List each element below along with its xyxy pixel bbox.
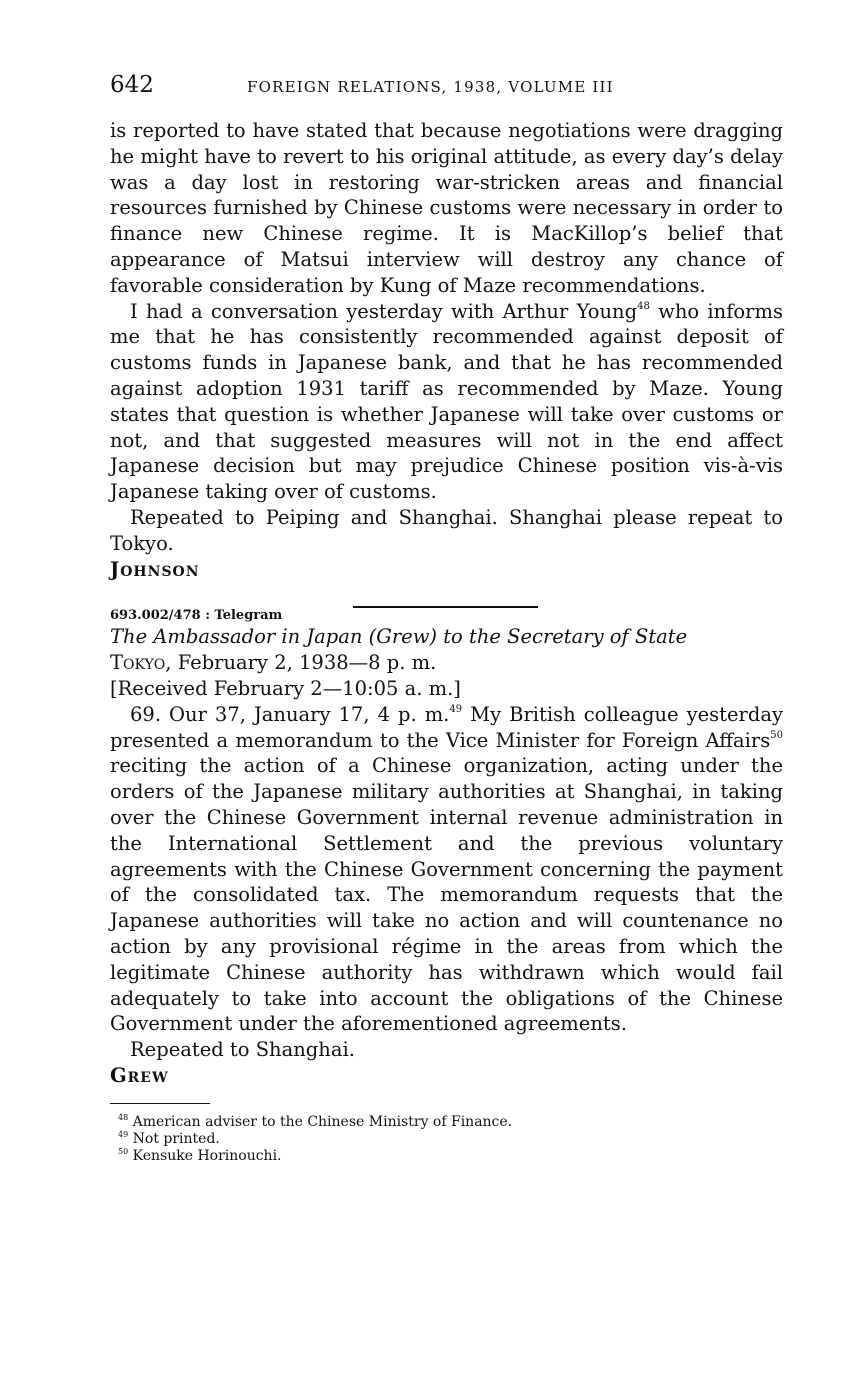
running-head: FOREIGN RELATIONS, 1938, VOLUME III xyxy=(247,78,614,96)
dateline xyxy=(110,650,783,676)
footnote-text: Kensuke Horinouchi. xyxy=(132,1147,282,1164)
page-header xyxy=(110,72,783,102)
dateline-place: Tokyo xyxy=(110,651,166,675)
paragraph-text: who informs me that he has consistently recommended against deposit of customs funds in Japanese bank, and that he has recommended against adoption 1931 tariff as recommended by Maze. Young states that question is whether Japanese will take over customs or not, and that suggested measures will not in the end affect Japanese decision but may prejudice Chinese position vis-à-vis Japanese taking over of customs. xyxy=(110,299,783,504)
page-body xyxy=(110,118,783,1165)
footnote xyxy=(110,1148,783,1165)
footnote xyxy=(110,1114,783,1131)
page-number: 642 xyxy=(110,72,154,98)
footnote-number: 50 xyxy=(118,1146,129,1156)
paragraph-text: My British colleague yesterday presented a memorandum to the Vice Minister for Foreign Affairs xyxy=(110,702,784,752)
paragraph-text: reciting the action of a Chinese organization, acting under the orders of the Japanese military authorities at Shanghai, in taking over the Chinese Government internal revenue administration in the International Settlement and the previous voluntary agreements with the Chinese Government concerning the payment of the consolidated tax. The memorandum requests that the Japanese authorities will take no action and will countenance no action by any provisional régime in the areas from which the legitimate Chinese authority has withdrawn which would fail adequately to take into account the obligations of the Chinese Government under the aforementioned agreements. xyxy=(110,754,783,1036)
footnote-ref: 49 xyxy=(449,703,463,715)
document-title: The Ambassador in Japan (Grew) to the Secretary of State xyxy=(110,625,688,649)
signature: Johnson xyxy=(110,557,200,581)
paragraph: is reported to have stated that because negotiations were dragging he might have to revert to his original attitude, as every day’s delay was a day lost in restoring war-stricken areas and financial resources furnished by Chinese customs were necessary in order to finance new Chinese regime. It is MacKillop’s belief that appearance of Matsui interview will destroy any chance of favorable consideration by Kung of Maze recommendations. xyxy=(110,119,783,297)
footnote-ref: 50 xyxy=(770,729,783,741)
footnote-number: 49 xyxy=(118,1129,129,1139)
paragraph xyxy=(110,702,783,1037)
footnote-text: American adviser to the Chinese Ministry of Finance. xyxy=(132,1113,513,1130)
paragraph-text: I had a conversation yesterday with Arthur Young xyxy=(130,299,638,323)
paragraph xyxy=(110,299,783,505)
paragraph: Repeated to Shanghai. xyxy=(130,1038,355,1062)
footnote-text: Not printed. xyxy=(132,1130,220,1147)
footnote-divider xyxy=(110,1103,210,1104)
document-file-id: 693.002/478 : Telegram xyxy=(110,608,283,624)
footnote xyxy=(110,1131,783,1148)
paragraph: Repeated to Peiping and Shanghai. Shanghai please repeat to Tokyo. xyxy=(110,505,783,555)
footnote-number: 48 xyxy=(118,1112,129,1122)
dateline-date: , February 2, 1938—8 p. m. xyxy=(165,651,437,675)
signature: Grew xyxy=(110,1063,169,1087)
paragraph-text: 69. Our 37, January 17, 4 p. m. xyxy=(130,702,450,726)
received-line: [Received February 2—10:05 a. m.] xyxy=(110,676,461,700)
footnote-ref: 48 xyxy=(637,300,650,312)
